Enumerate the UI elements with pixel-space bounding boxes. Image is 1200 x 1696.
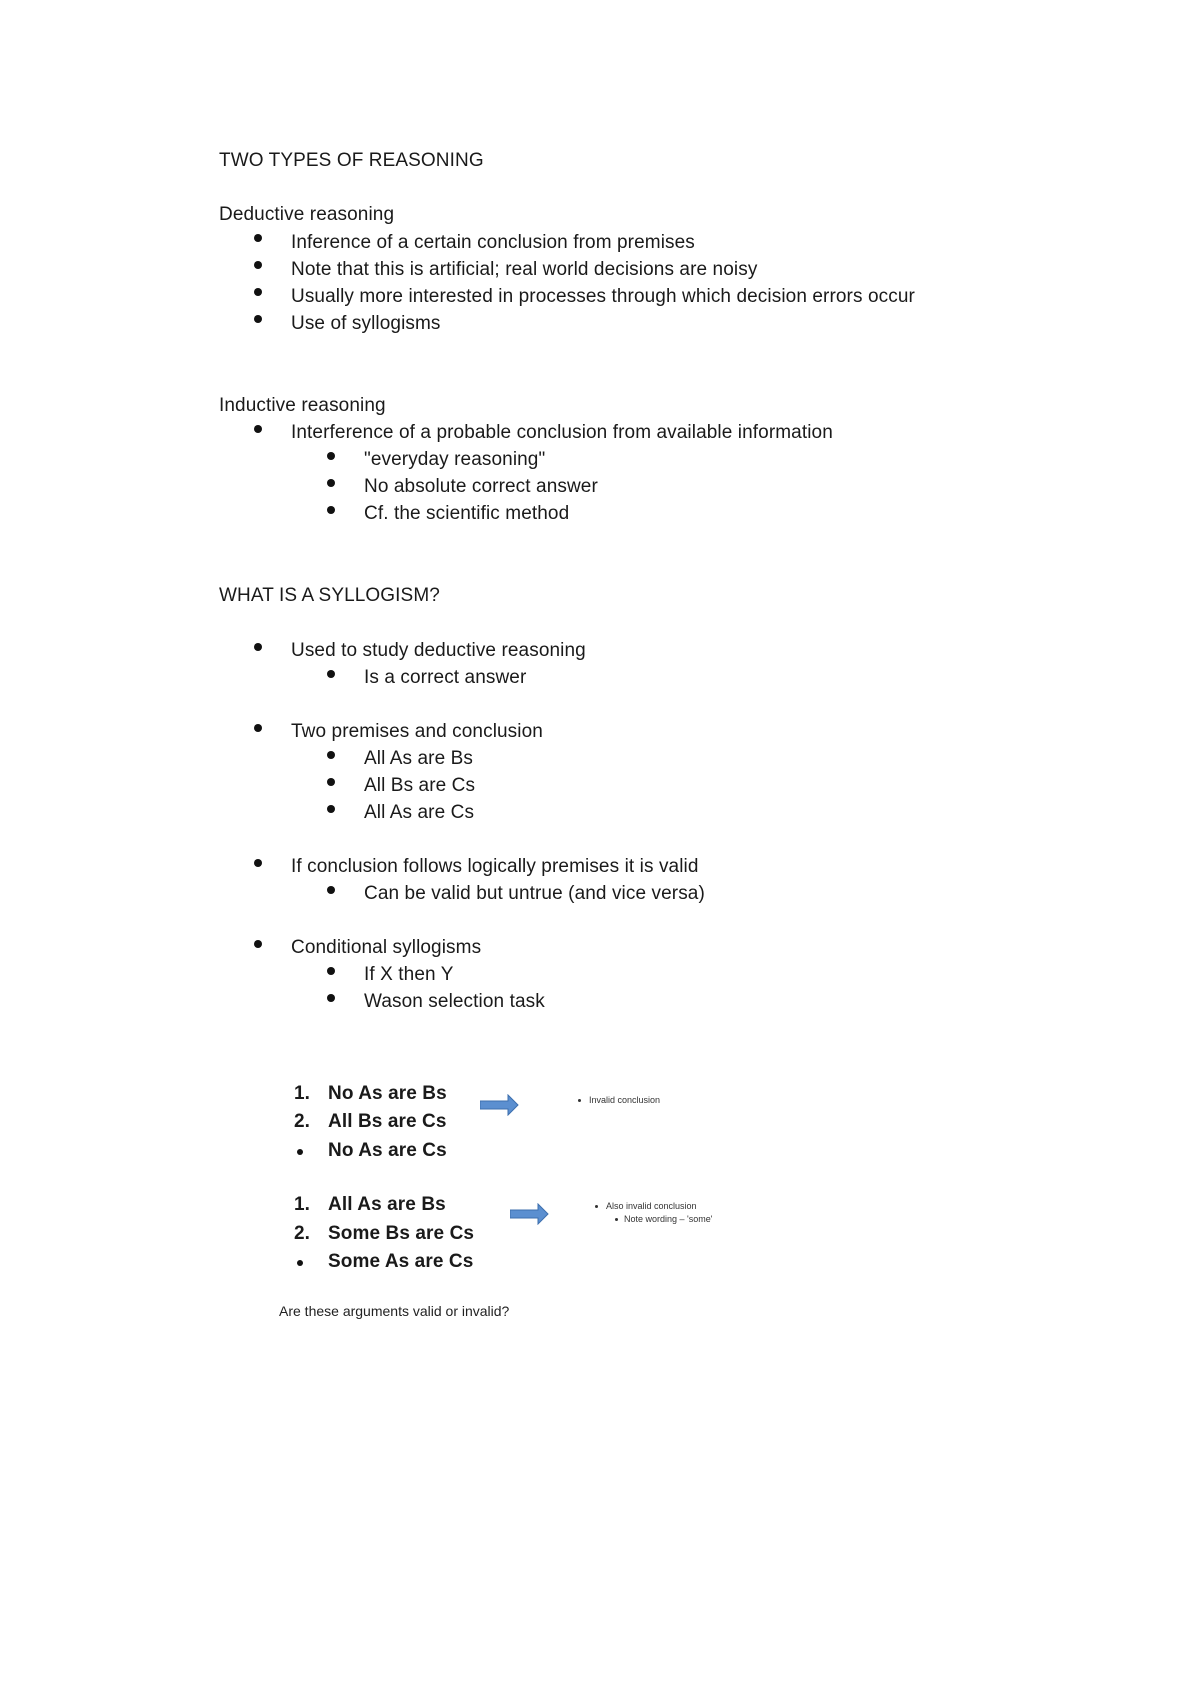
example2-subnote: Note wording – 'some': [624, 1214, 713, 1224]
example-question: Are these arguments valid or invalid?: [279, 1303, 510, 1319]
syllogism-item-3: If conclusion follows logically premises it is valid: [291, 856, 699, 877]
bullet-icon: [327, 506, 335, 514]
bullet-icon: [327, 778, 335, 786]
bullet-icon: [615, 1218, 618, 1221]
syllogism-subitem-4-2: Wason selection task: [364, 991, 545, 1012]
inductive-title: Inductive reasoning: [219, 395, 386, 416]
bullet-icon: [327, 452, 335, 460]
example2-line-1: All As are Bs: [328, 1194, 446, 1215]
inductive-subitem-3: Cf. the scientific method: [364, 503, 570, 524]
bullet-icon: [254, 234, 262, 242]
example1-premise-1: No As are Bs: [328, 1083, 447, 1104]
syllogism-item-1: Used to study deductive reasoning: [291, 640, 586, 661]
bullet-icon: [327, 670, 335, 678]
bullet-icon: [254, 940, 262, 948]
bullet-icon: [297, 1260, 303, 1266]
example2-line-2: Some Bs are Cs: [328, 1223, 475, 1244]
syllogism-subitem-2-1: All As are Bs: [364, 748, 474, 769]
bullet-icon: [254, 288, 262, 296]
deductive-item-1: Inference of a certain conclusion from premises: [291, 232, 695, 253]
syllogism-subitem-4-1: If X then Y: [364, 964, 454, 985]
bullet-icon: [254, 724, 262, 732]
bullet-icon: [254, 859, 262, 867]
deductive-item-3: Usually more interested in processes through which decision errors occur: [291, 286, 915, 307]
example1-note: Invalid conclusion: [589, 1095, 661, 1105]
inductive-subitem-2: No absolute correct answer: [364, 476, 598, 497]
example1-conclusion: No As are Cs: [328, 1140, 447, 1161]
bullet-icon: [327, 751, 335, 759]
inductive-item: Interference of a probable conclusion from available information: [291, 422, 833, 443]
deductive-item-2: Note that this is artificial; real world decisions are noisy: [291, 259, 758, 280]
syllogism-subitem-3-1: Can be valid but untrue (and vice versa): [364, 883, 705, 904]
example2-conclusion: Some As are Cs: [328, 1251, 474, 1272]
arrow-right-icon: [480, 1094, 520, 1116]
heading-syllogism: WHAT IS A SYLLOGISM?: [219, 585, 440, 606]
bullet-icon: [327, 967, 335, 975]
example1-line-2: All Bs are Cs: [328, 1111, 447, 1132]
example1-marker-2: 2.: [294, 1111, 310, 1132]
inductive-subitem-1: "everyday reasoning": [364, 449, 546, 470]
syllogism-subitem-1-1: Is a correct answer: [364, 667, 527, 688]
deductive-item-4: Use of syllogisms: [291, 313, 441, 334]
syllogism-subitem-2-3: All As are Cs: [364, 802, 475, 823]
bullet-icon: [254, 315, 262, 323]
bullet-icon: [297, 1149, 303, 1155]
syllogism-subitem-2-2: All Bs are Cs: [364, 775, 476, 796]
heading-two-types: TWO TYPES OF REASONING: [219, 150, 484, 171]
example1-line-1: [328, 1082, 447, 1106]
syllogism-item-4: Conditional syllogisms: [291, 937, 482, 958]
bullet-icon: [254, 425, 262, 433]
example2-note: Also invalid conclusion: [606, 1201, 697, 1211]
bullet-icon: [595, 1205, 598, 1208]
bullet-icon: [327, 479, 335, 487]
arrow-right-icon: [510, 1203, 550, 1225]
bullet-icon: [327, 886, 335, 894]
bullet-icon: [254, 261, 262, 269]
example1-marker-1: 1.: [294, 1083, 310, 1104]
syllogism-item-2: Two premises and conclusion: [291, 721, 543, 742]
example2-marker-1: 1.: [294, 1194, 310, 1215]
example2-marker-2: 2.: [294, 1223, 310, 1244]
bullet-icon: [578, 1099, 581, 1102]
bullet-icon: [254, 643, 262, 651]
deductive-title: Deductive reasoning: [219, 204, 395, 225]
bullet-icon: [327, 994, 335, 1002]
bullet-icon: [327, 805, 335, 813]
